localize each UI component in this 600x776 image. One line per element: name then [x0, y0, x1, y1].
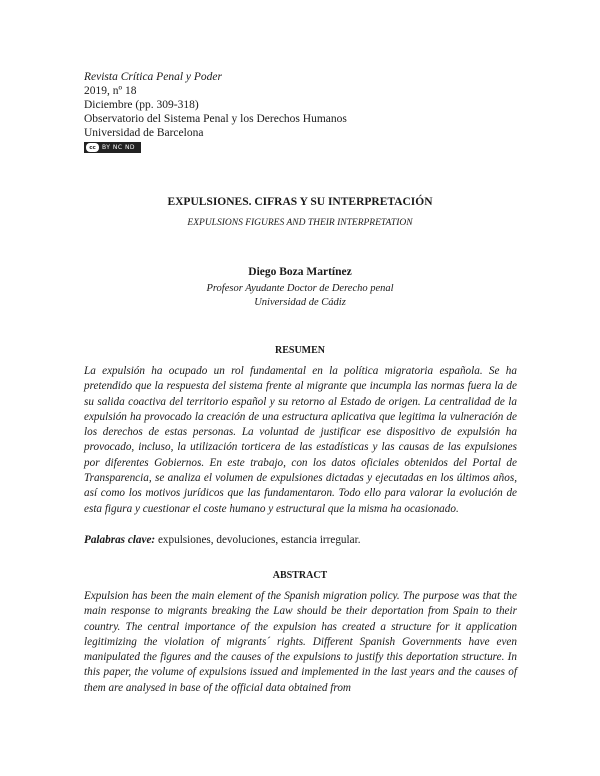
author-name: Diego Boza Martínez — [248, 266, 352, 278]
resumen-text: La expulsión ha ocupado un rol fundamental en la política migratoria española. Se ha pretendido que la respuesta del sistema frente al migrante que incumpla las normas fuera la de su salida coactiva del territorio español y su retorno al Estado de origen. La centralidad de la expulsión ha provocado la creación de una estructura aplicativa que legitima la vulneración de los derechos de estas personas. La voluntad de justificar ese dispositivo de expulsión ha provocado, incluso, la utilización torticera de las estadísticas y las causas de las expulsiones por diferentes Gobiernos. En este trabajo, con los datos oficiales obtenidos del Portal de Transparencia, se analiza el volumen de expulsiones dictadas y ejecutadas en los últimos años, así como los motivos jurídicos que las fundamentaron. Todo ello para valorar la evolución de esta figura y cuestionar el coste humano y estructural que la misma ha ocasionado. — [84, 365, 517, 515]
creative-commons-license-icon[interactable] — [84, 142, 141, 153]
keywords — [84, 534, 361, 546]
article-subtitle: EXPULSIONS FIGURES AND THEIR INTERPRETATION — [187, 218, 413, 228]
abstract-heading: ABSTRACT — [272, 570, 328, 581]
journal-date-pages: Diciembre (pp. 309-318) — [84, 99, 199, 111]
keywords-value: expulsiones, devoluciones, estancia irregular. — [155, 534, 361, 546]
journal-name: Revista Crítica Penal y Poder — [84, 71, 222, 83]
resumen-heading: RESUMEN — [274, 345, 325, 356]
author-affiliation: Universidad de Cádiz — [254, 297, 346, 308]
keywords-label: Palabras clave: — [84, 534, 156, 546]
journal-observatory: Observatorio del Sistema Penal y los Derechos Humanos — [84, 113, 347, 125]
journal-issue: 2019, nº 18 — [84, 85, 137, 97]
journal-header — [84, 70, 347, 153]
license-terms: BY NC ND — [102, 143, 136, 151]
abstract-text: Expulsion has been the main element of the Spanish migration policy. The purpose was that the main response to migrants breaking the Law should be their deportation from Spain to their country. The central importance of the expulsion has created a structure for it application legitimizing the violation of migrants´ rights. Different Spanish Governments have even manipulated the figures and the causes of the expulsions to justify this deportation structure. In this paper, the volume of expulsions issued and implemented in the last years and the causes of them are analysed in base of the official data obtained from — [84, 590, 517, 694]
cc-logo-icon: cc — [86, 143, 99, 152]
author-position: Profesor Ayudante Doctor de Derecho penal — [206, 283, 394, 294]
article-title: EXPULSIONES. CIFRAS Y SU INTERPRETACIÓN — [167, 196, 433, 208]
journal-university: Universidad de Barcelona — [84, 127, 204, 139]
